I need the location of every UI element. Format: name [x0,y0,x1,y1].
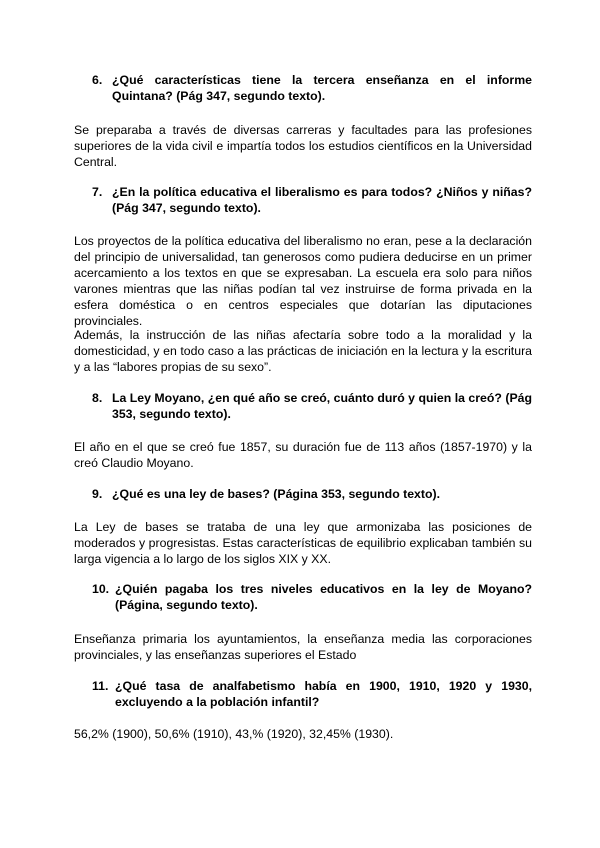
question-9 [92,486,532,502]
answer-8: El año en el que se creó fue 1857, su duración fue de 113 años (1857-1970) y la creó Claudio Moyano. [74,440,532,470]
question-text: ¿Qué es una ley de bases? (Página 353, segundo texto). [112,487,441,501]
question-number: 8. [92,391,103,405]
question-11 [92,678,532,710]
question-8 [92,390,532,422]
answer-9: La Ley de bases se trataba de una ley que armonizaba las posiciones de moderados y progresistas. Estas características de equilibrio explicaban también su larga vigencia a lo largo de los siglos XIX y XX. [74,520,532,566]
question-number: 7. [92,185,103,199]
question-text: ¿Quién pagaba los tres niveles educativos en la ley de Moyano? (Página, segundo texto). [115,582,532,612]
question-number: 10. [92,582,110,596]
question-text: ¿Qué tasa de analfabetismo había en 1900, 1910, 1920 y 1930, excluyendo a la población infantil? [115,679,532,709]
question-number: 6. [92,73,103,87]
question-7 [92,184,532,216]
question-text: La Ley Moyano, ¿en qué año se creó, cuánto duró y quien la creó? (Pág 353, segundo texto). [112,391,532,421]
question-6 [92,72,532,104]
question-10 [92,581,532,613]
answer-10: Enseñanza primaria los ayuntamientos, la enseñanza media las corporaciones provinciales, y las enseñanzas superiores el Estado [74,632,532,662]
question-number: 11. [92,679,109,693]
answer-6: Se preparaba a través de diversas carreras y facultades para las profesiones superiores de la vida civil e impartía todos los estudios científicos en la Universidad Central. [74,123,532,169]
question-text: ¿Qué características tiene la tercera enseñanza en el informe Quintana? (Pág 347, segundo texto). [112,73,532,103]
answer-7-paragraph-1: Los proyectos de la política educativa del liberalismo no eran, pese a la declaración del principio de universalidad, tan generosos como pudiera deducirse en un primer acercamiento a los textos en que se expresaban. La escuela era solo para niños varones mientras que las niñas podían tal vez instruirse de forma privada en la esfera doméstica o en centros especiales que dotarían las diputaciones provinciales. [74,234,532,328]
answer-7-paragraph-2: Además, la instrucción de las niñas afectaría sobre todo a la moralidad y la domesticidad, y en todo caso a las prácticas de iniciación en la lectura y la escritura y a las “labores propias de su sexo”. [74,328,532,374]
question-text: ¿En la política educativa el liberalismo es para todos? ¿Niños y niñas? (Pág 347, segundo texto). [112,185,532,215]
answer-11: 56,2% (1900), 50,6% (1910), 43,% (1920), 32,45% (1930). [74,727,394,741]
question-number: 9. [92,487,103,501]
